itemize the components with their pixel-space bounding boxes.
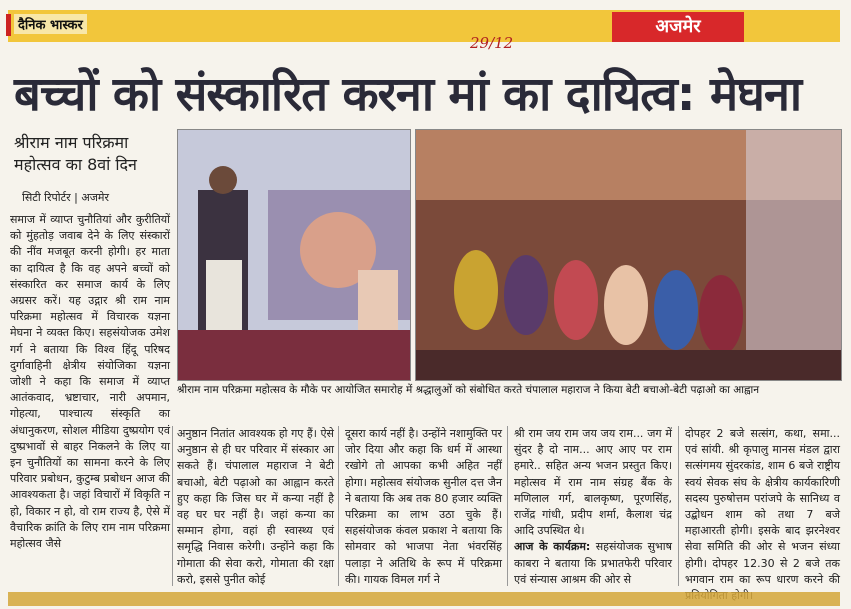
audience-photo [415,129,842,381]
article-column-3 [345,426,502,588]
subheadline: श्रीराम नाम परिक्रमा महोत्सव का 8वां दिन [14,133,137,174]
column-5-text: दोपहर 2 बजे सत्संग, कथा, समा... एवं सांयी. श्री कृपालु मानस मंडल द्वारा सत्संगमय सुंदरकांड, शाम 6 बजे राष्ट्रीय स्वयं सेवक संघ के क्षेत्रीय कार्यकारिणी सदस्य पुरुषोत्तम परांजपे के सानिध्य व उद्बोधन शाम को तथा 7 बजे महाआरती होगी। इसके बाद झरनेश्वर सेवा समिति की ओर से भजन संध्या होगी। दोपहर 12.30 से 2 बजे तक भगवान राम का रूप धारण करने की [685,427,840,586]
column-divider [338,426,339,586]
article-column-2 [177,426,334,588]
city-edition-tag: अजमेर [612,12,744,42]
column-divider [678,426,679,586]
column-2-text: अनुष्ठान नितांत आवश्यक हो गए हैं। ऐसे अनुष्ठान से ही घर परिवार में संस्कार आ सकते हैं। चंपालाल महाराज ने बेटी बचाओ, बेटी पढ़ाओ का आह्वान करते हुए कहा कि जिस घर में कन्या नहीं है वह घर घर नहीं है। जहां कन्या का सम्मान होगा, वहां ही स्वास्थ्य एवं समृद्धि निवास करेगी। उन्होंने कहा कि गोमाता की सेवा करो, गोमाता की रक्षा करो, इससे पुनीत कोई [177,427,334,586]
column-divider [172,426,173,586]
brand-accent [6,14,11,36]
column-4-program-text: सहसंयोजक सुभाष काबरा ने बताया कि प्रभातफेरी परिवार एवं संन्यास आश्रम की ओर से [514,540,672,586]
column-divider [507,426,508,586]
newspaper-brand: दैनिक भास्कर [14,14,87,34]
handwritten-date: 29/12 [470,34,514,52]
column-3-text: दूसरा कार्य नहीं है। उन्होंने नशामुक्ति पर जोर दिया और कहा कि धर्म में आस्था रखोगे तो आपका कभी अहित नहीं होगा। महोत्सव संयोजक सुनील दत्त जैन ने बताया कि अब तक 80 हजार व्यक्ति परिक्रमा का लाभ उठा चुके हैं। सहसंयोजक कंवल प्रकाश ने बताया कि सोमवार को भाजपा नेता भंवरसिंह पलाड़ा ने अतिथि के रूप में परिक्रमा की। गायक विमल गर्ग ने [345,427,502,586]
column-4-text: श्री राम जय राम जय जय राम... जग में सुंदर है दो नाम... आए आए पर राम हमारे.. सहित अन्य भजन प्रस्तुत किए। महोत्सव में राम नाम संग्रह बैंक के मणिलाल गर्ग, बालकृष्ण, पूरणसिंह, राजेंद्र गांधी, प्रदीप शर्मा, कैलाश चंद्र आदि उपस्थित थे। [514,427,672,538]
headline: बच्चों को संस्कारित करना मां का दायित्व: मेघना [14,67,802,122]
article-column-1 [10,212,170,552]
article-column-5 [685,426,840,604]
byline: सिटी रिपोर्टर | अजमेर [22,191,110,204]
article-column-4 [514,426,672,588]
column-1-text: समाज में व्याप्त चुनौतियां और कुरीतियों को मुंहतोड़ जवाब देने के लिए संस्कारों की नींव मजबूत करनी होगी। हर माता का दायित्व है कि वह अपने बच्चों को संस्कारित कर समाज कार्य के लिए अग्रसर करें। यह उद्गार श्री राम नाम परिक्रमा महोत्सव में विचारक यज्ञना मेघना ने व्यक्त किए। सहसंयोजक उमेश गर्ग ने बताया कि विश्व हिंदू परिषद दुर्गावाहिनी क्षेत्रीय संयोजिका यज्ञना जोशी ने कहा कि समाज में व्याप्त आतंकवाद, भ्रष्टाचार, नारी अपमान, गोहत्या, पाश्चात्य संस्कृति का अंधानुकरण, सोशल मीडिया दुष्प्रयोग एवं दुष्प्रभावों से बाहर निकलने के लिए या इन चुनौतियों का सामना करने के लिए परिवार प्रबोधन, कुटुम्ब प्रबोधन आज की आवश्यकता है। जहां विचारों में विकृति न हो, विकार न हो, वो राम राज्य है, ऐसे में वैचारिक क्रांति के लिए राम नाम परिक्रमा महोत्सव जैसे [10,213,170,551]
todays-program-heading: आज के कार्यक्रम: [514,540,591,554]
speaker-photo [177,129,411,381]
photo-caption: श्रीराम नाम परिक्रमा महोत्सव के मौके पर आयोजित समारोह में श्रद्धालुओं को संबोधित करते चंपालाल महाराज ने किया बेटी बचाओ-बेटी पढ़ाओ का आह्वान [177,384,760,396]
footer-strip [8,592,840,606]
